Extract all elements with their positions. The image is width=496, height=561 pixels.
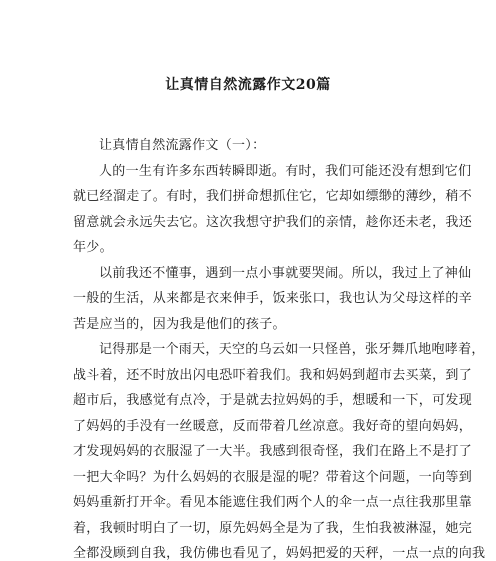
document-title: 让真情自然流露作文20篇 xyxy=(165,77,331,93)
text-line: 留意就会永远失去它。这次我想守护我们的亲情，趁你还未老，我还 xyxy=(73,214,473,230)
text-line: 战斗着，还不时放出闪电恐吓着我们。我和妈妈到超市去买菜，到了 xyxy=(73,367,473,383)
text-line: 年少。 xyxy=(73,240,113,255)
text-line: 了妈妈的手没有一丝暖意，反而带着几丝凉意。我好奇的望向妈妈， xyxy=(73,418,473,434)
text-line: 以前我还不懂事，遇到一点小事就要哭闹。所以，我过上了神仙 xyxy=(99,265,472,281)
text-line: 全都没顾到自我，我仿佛也看见了，妈妈把爱的天秤，一点一点的向我 xyxy=(73,546,486,561)
text-line: 超市后，我感觉有点冷，于是就去拉妈妈的手，想暖和一下，可发现 xyxy=(73,393,473,408)
text-line: 人的一生有许多东西转瞬即逝。有时，我们可能还没有想到它们 xyxy=(99,163,472,179)
text-line: 记得那是一个雨天，天空的乌云如一只怪兽，张牙舞爪地咆哮着， xyxy=(99,342,485,357)
document-body xyxy=(73,133,486,561)
text-line: 苦是应当的，因为我是他们的孩子。 xyxy=(73,316,286,332)
text-line: 一把大伞吗？为什么妈妈的衣服是湿的呢？带着这个问题，一向等到 xyxy=(73,469,473,485)
text-line: 着，我顿时明白了一切，原先妈妈全是为了我，生怕我被淋湿，她完 xyxy=(73,520,473,536)
text-line: 妈妈重新打开伞。看见本能遮住我们两个人的伞一点一点往我那里靠 xyxy=(73,495,473,510)
text-line: 才发现妈妈的衣服湿了一大半。我感到很奇怪，我们在路上不是打了 xyxy=(73,444,473,459)
text-line: 就已经溜走了。有时，我们拼命想抓住它，它却如缥缈的薄纱，稍不 xyxy=(73,189,473,204)
text-line: 一般的生活，从来都是衣来伸手，饭来张口，我也认为父母这样的辛 xyxy=(73,291,473,306)
paragraph-lines xyxy=(73,159,486,561)
section-subtitle: 让真情自然流露作文（一）： xyxy=(99,138,266,153)
